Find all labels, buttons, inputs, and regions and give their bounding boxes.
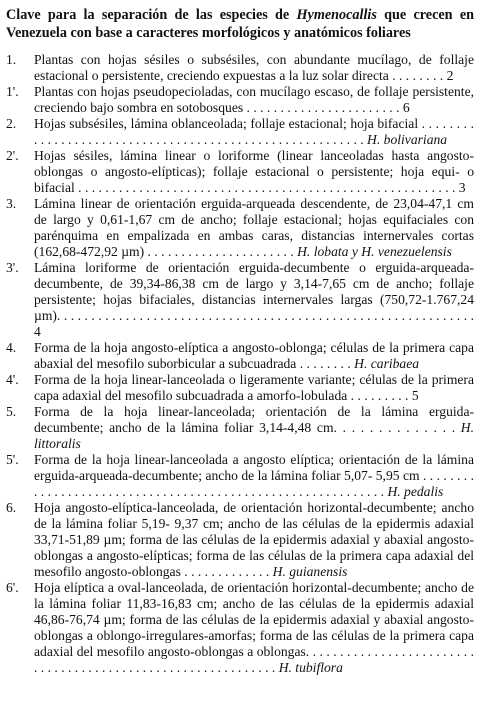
entry-text (34, 148, 474, 196)
key-entry (6, 500, 474, 580)
title-suffix: que crecen en Venezuela con base a caracteres morfológicos y anatómicos foliares (6, 7, 475, 41)
entry-number: 6. (6, 500, 17, 515)
entry-leader-dots: . . . . . . . . (296, 356, 355, 371)
key-entry (6, 580, 474, 676)
entry-description: Lámina loriforme de orientación erguida-decumbente o erguida-arqueada-decumbente, de 39,34-86,38 cm de largo y 3,14-7,65 cm de ancho; follaje persistente; hojas bifaciales, distancias internervales largas (750,72-1.767,24 µm). (34, 260, 474, 323)
key-entry (6, 260, 474, 340)
entry-number: 2'. (6, 148, 19, 163)
entry-taxon: H. guianensis (272, 564, 348, 579)
entry-description: Lámina linear de orientación erguida-arqueada descendente, de 23,04-47,1 cm de largo y 0,61-1,67 cm de ancho; follaje estacional; hojas equifaciales con parénquima en empalizada en ambas caras, distancias internervales cortas (162,68-472,92 µm) (34, 196, 474, 259)
entry-description: Plantas con hojas sésiles o subsésiles, con abundante mucílago, de follaje estacional o persistente, creciendo expuestas a la luz solar directa (34, 52, 474, 83)
entry-leader-dots: . . . . . . . . . (347, 388, 412, 403)
key-entry (6, 148, 474, 196)
entry-leader-dots: . . . . . . . . . . . . . . . . . . . . . . . . . . . . . . . . . . . . . . . . . . . . . . . . . . . . . . . . . . . . (34, 644, 474, 675)
entry-text (34, 260, 474, 340)
entry-leader-dots: . . . . . . . . (388, 68, 447, 83)
entry-leader-dots: . . . . . . . . . . . . . . . . . . . . . . . (243, 100, 403, 115)
entry-description: Hoja elíptica a oval-lanceolada, de orientación horizontal-decumbente; ancho de la lámina foliar 11,83-16,83 cm; ancho de las células de la epidermis adaxial 46,86-76,74 µm; forma de las células de la epidermis adaxial y abaxial angosto-oblongas a oblongo-irregulares-amorfas; forma de las células de la primera capa adaxial del mesofilo angosto-oblongas a oblongas. (34, 580, 474, 659)
entry-destination: 4 (34, 324, 41, 339)
key-entry (6, 52, 474, 84)
entry-text (34, 452, 474, 500)
entry-taxon: H. caribaea (354, 356, 420, 371)
key-entry (6, 340, 474, 372)
entry-text (34, 52, 474, 84)
entry-leader-dots: . . . . . . . . . . . . . . . . . . . . . . . . . . . . . . . . . . . . . . . . . . . . . . . . . . . . . . . . . (34, 116, 474, 147)
entry-text (34, 340, 474, 372)
entry-text (34, 372, 474, 404)
entry-leader-dots: . . . . . . . . . . . . . . . . . . . . . . (144, 244, 298, 259)
entry-taxon: H. lobata y H. venezuelensis (297, 244, 452, 259)
entry-leader-dots: . . . . . . . . . . . . . . . . . . . . . . . . . . . . . . . . . . . . . . . . . . . . . . . . . . . . . . . . . . . . (34, 468, 474, 499)
entry-taxon: H. littoralis (34, 420, 475, 451)
entry-destination: 5 (411, 388, 419, 403)
key-entry (6, 196, 474, 260)
title-genus: Hymenocallis (296, 7, 377, 23)
entry-description: Forma de la hoja linear-lanceolada; orientación de la lámina erguida-decumbente; ancho de la lámina foliar 3,14-4,48 cm (34, 404, 474, 435)
entry-description: Plantas con hojas pseudopecioladas, con mucílago escaso, de follaje persistente, creciendo bajo sombra en sotobosques (34, 84, 474, 115)
title-prefix: Clave para la separación de las especies de (6, 7, 297, 23)
entry-text (34, 500, 474, 580)
entry-destination: 3 (458, 180, 466, 195)
entry-number: 1. (6, 52, 17, 67)
entry-description: Forma de la hoja angosto-elíptica a angosto-oblonga; células de la primera capa abaxial del mesofilo suborbicular a subcuadrada (34, 340, 474, 371)
entry-text (34, 580, 474, 676)
entry-number: 4'. (6, 372, 19, 387)
entry-taxon: H. tubiflora (278, 660, 343, 675)
entry-number: 4. (6, 340, 17, 355)
entry-destination: 6 (402, 100, 410, 115)
key-entry (6, 452, 474, 500)
entry-taxon: H. pedalis (387, 484, 444, 499)
entry-taxon: H. bolivariana (367, 132, 448, 147)
entry-text (34, 404, 474, 452)
entry-description: Hojas subsésiles, lámina oblanceolada; follaje estacional; hoja bifacial (34, 116, 419, 131)
entry-number: 5. (6, 404, 17, 419)
entry-number: 3. (6, 196, 17, 211)
entry-description: Hoja angosto-elíptica-lanceolada, de orientación horizontal-decumbente; ancho de la lámina foliar 5,19- 9,37 cm; ancho de las células de la epidermis adaxial 33,71-51,89 µm; forma de las células de la epidermis adaxial y abaxial angosto-oblongas a angosto-elípticas; forma de las células de la primera capa adaxial del mesofilo angosto-oblongas (34, 500, 474, 579)
entry-description: Hojas sésiles, lámina linear o loriforme (linear lanceoladas hasta angosto-oblongas o angosto-elípticas); follaje estacional o persistente; hoja equi- o bifacial (34, 148, 474, 195)
entry-number: 6'. (6, 580, 19, 595)
key-entry (6, 84, 474, 116)
entry-description: Forma de la hoja linear-lanceolada a angosto elíptica; orientación de la lámina erguida-arqueada-decumbente; ancho de la lámina foliar 5,07- 5,95 cm (34, 452, 474, 483)
entry-leader-dots: . . . . . . . . . . . . . . (333, 420, 461, 435)
entry-text (34, 196, 474, 260)
entry-leader-dots: . . . . . . . . . . . . . . . . . . . . . . . . . . . . . . . . . . . . . . . . . . . . . . . . . . . . . . . . . . . . (60, 308, 474, 323)
entry-number: 1'. (6, 84, 19, 99)
key-title (6, 6, 474, 42)
entry-text (34, 116, 474, 148)
entry-leader-dots: . . . . . . . . . . . . . . . . . . . . . . . . . . . . . . . . . . . . . . . . . . . . . . . . . . . . . . . . (74, 180, 459, 195)
entry-number: 5'. (6, 452, 19, 467)
entry-description: Forma de la hoja linear-lanceolada o ligeramente variante; células de la primera capa adaxial del mesofilo subcuadrada a amorfo-lobulada (34, 372, 474, 403)
key-entry (6, 372, 474, 404)
entry-number: 3'. (6, 260, 19, 275)
key-entry (6, 404, 474, 452)
key-entry (6, 116, 474, 148)
entry-text (34, 84, 474, 116)
entry-destination: 2 (446, 68, 454, 83)
entry-number: 2. (6, 116, 17, 131)
entry-leader-dots: . . . . . . . . . . . . . (180, 564, 273, 579)
key-entries (6, 52, 474, 676)
